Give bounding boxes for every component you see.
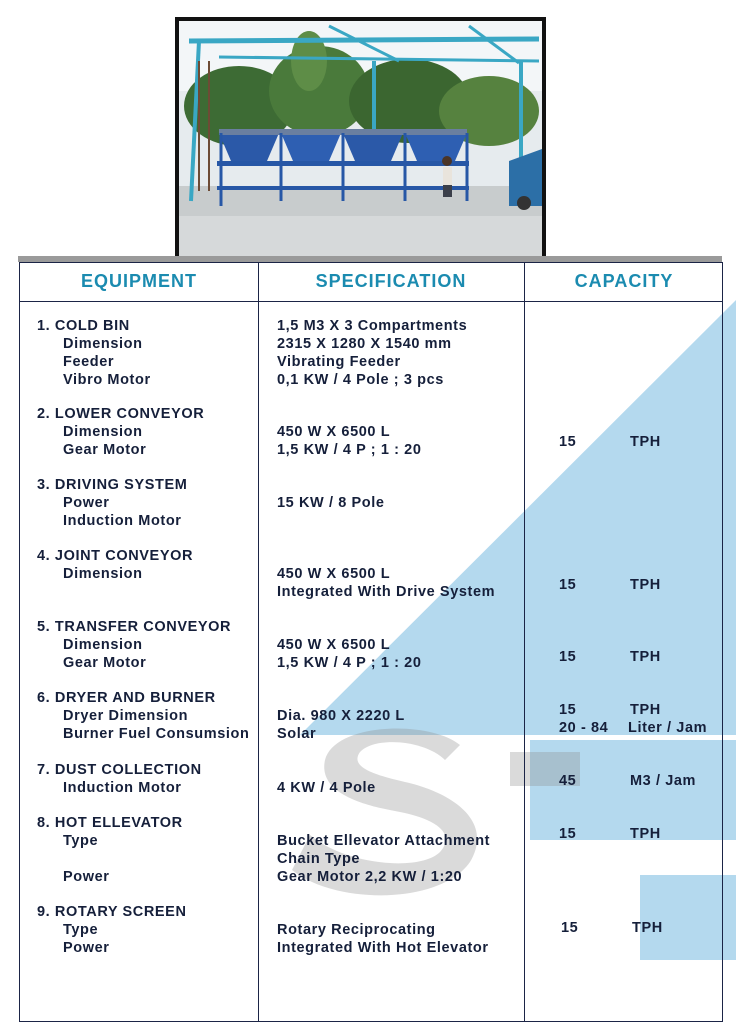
item-title: 3. DRIVING SYSTEM (37, 477, 188, 493)
equipment-item (37, 618, 231, 672)
equipment-item (37, 476, 187, 530)
item-sub-label: Type (63, 833, 99, 849)
capacity-value: 15 (559, 577, 577, 593)
spec-block (277, 423, 422, 459)
capacity-unit: TPH (630, 434, 661, 450)
spec-line: Chain Type (277, 851, 361, 867)
item-sub-label: Power (63, 869, 110, 885)
cold-bin-plant-image (179, 21, 542, 259)
spec-block (277, 779, 376, 797)
spec-line: Dia. 980 X 2220 L (277, 708, 405, 724)
equipment-item (37, 317, 151, 389)
spec-line: 1,5 KW / 4 P ; 1 : 20 (277, 655, 422, 671)
item-sub-label: Induction Motor (63, 513, 182, 529)
spec-block (277, 921, 489, 957)
spec-line: 0,1 KW / 4 Pole ; 3 pcs (277, 372, 444, 388)
spec-block (277, 494, 385, 512)
spec-line: 450 W X 6500 L (277, 424, 391, 440)
specification-header: SPECIFICATION (315, 271, 467, 291)
capacity-value: 15 (559, 434, 577, 450)
spec-line: Vibrating Feeder (277, 354, 401, 370)
item-sub-label: Dimension (63, 336, 143, 352)
item-sub-label: Dimension (63, 566, 143, 582)
item-title: 9. ROTARY SCREEN (37, 904, 187, 920)
equipment-item (37, 814, 183, 886)
spec-line: Bucket Ellevator Attachment (277, 833, 491, 849)
equipment-item (37, 689, 249, 743)
spec-line: 15 KW / 8 Pole (277, 495, 385, 511)
item-sub-label: Vibro Motor (63, 372, 151, 388)
spec-block (277, 832, 490, 886)
capacity-unit: M3 / Jam (630, 773, 697, 789)
item-sub-label: Power (63, 495, 110, 511)
spec-line: 1,5 M3 X 3 Compartments (277, 318, 468, 334)
equipment-header: EQUIPMENT (80, 271, 197, 291)
spec-block (277, 636, 422, 672)
item-title: 8. HOT ELLEVATOR (37, 815, 183, 831)
equipment-item (37, 405, 204, 459)
spec-line: 4 KW / 4 Pole (277, 780, 376, 796)
spec-block (277, 317, 467, 389)
capacity-value: 15 (561, 920, 579, 936)
capacity-unit: TPH (632, 920, 663, 936)
spec-line: 450 W X 6500 L (277, 566, 391, 582)
capacity-value: 15 (559, 702, 577, 718)
item-title: 5. TRANSFER CONVEYOR (37, 619, 232, 635)
spec-line: Integrated With Drive System (277, 584, 496, 600)
item-sub-label: Burner Fuel Consumsion (63, 726, 250, 742)
capacity-header: CAPACITY (574, 271, 674, 291)
spec-block (277, 707, 405, 743)
item-title: 4. JOINT CONVEYOR (37, 548, 194, 564)
spec-line: Rotary Reciprocating (277, 922, 436, 938)
item-sub-label: Feeder (63, 354, 115, 370)
capacity-unit: TPH (630, 702, 661, 718)
capacity-value: 45 (559, 773, 577, 789)
spec-line: 1,5 KW / 4 P ; 1 : 20 (277, 442, 422, 458)
capacity-value: 20 - 84 (559, 720, 609, 736)
item-sub-label: Induction Motor (63, 780, 182, 796)
item-sub-label: Gear Motor (63, 655, 147, 671)
spec-line: Integrated With Hot Elevator (277, 940, 489, 956)
equipment-item (37, 547, 193, 583)
spec-line: Solar (277, 726, 317, 742)
capacity-unit: TPH (630, 649, 661, 665)
item-sub-label: Gear Motor (63, 442, 147, 458)
item-sub-label: Power (63, 940, 110, 956)
column-divider (258, 263, 259, 1021)
capacity-unit: TPH (630, 826, 661, 842)
equipment-photo (175, 17, 546, 263)
spec-line: 2315 X 1280 X 1540 mm (277, 336, 452, 352)
spec-line: Gear Motor 2,2 KW / 1:20 (277, 869, 463, 885)
capacity-value: 15 (559, 826, 577, 842)
item-title: 6. DRYER AND BURNER (37, 690, 216, 706)
equipment-item (37, 761, 202, 797)
item-sub-label: Dimension (63, 637, 143, 653)
equipment-item (37, 903, 187, 957)
item-sub-label: Dimension (63, 424, 143, 440)
item-sub-label: Type (63, 922, 99, 938)
spec-block (277, 565, 495, 601)
item-sub-label (37, 850, 183, 868)
capacity-value: 15 (559, 649, 577, 665)
header-divider (20, 301, 722, 302)
capacity-unit: TPH (630, 577, 661, 593)
capacity-unit: Liter / Jam (628, 720, 708, 736)
item-sub-label: Dryer Dimension (63, 708, 189, 724)
specification-table (19, 262, 723, 1022)
item-title: 1. COLD BIN (37, 318, 130, 334)
spec-line: 450 W X 6500 L (277, 637, 391, 653)
item-title: 7. DUST COLLECTION (37, 762, 202, 778)
item-title: 2. LOWER CONVEYOR (37, 406, 205, 422)
column-divider (524, 263, 525, 1021)
